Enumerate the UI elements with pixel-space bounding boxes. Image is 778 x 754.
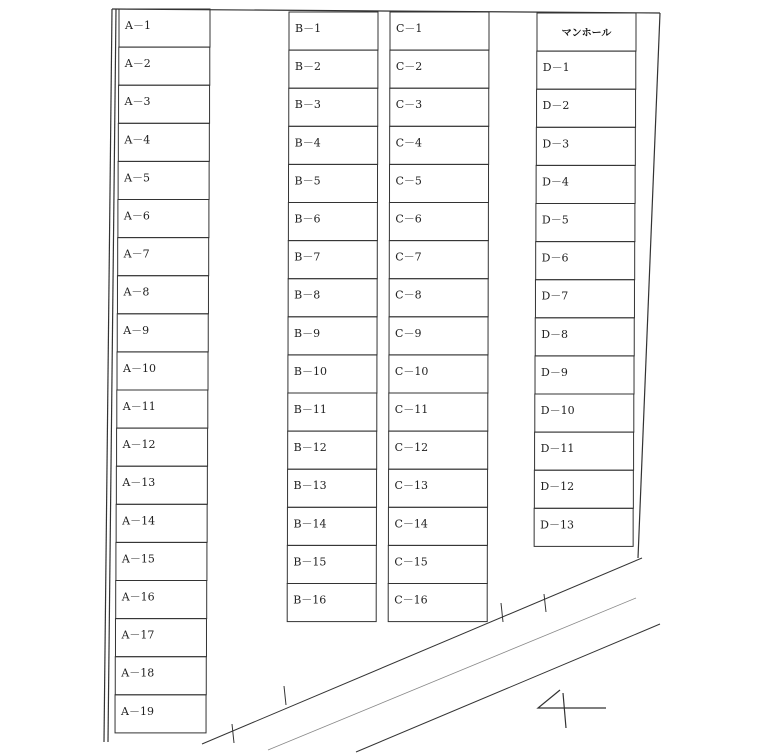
space-label: B－10 bbox=[293, 364, 328, 378]
space-label: A－8 bbox=[123, 285, 150, 299]
column-c bbox=[388, 12, 489, 622]
space-label: D－2 bbox=[542, 99, 570, 113]
space-label: C－5 bbox=[395, 174, 422, 188]
parking-space-d5 bbox=[536, 204, 635, 242]
parking-space-a18 bbox=[115, 657, 206, 695]
space-label: D－5 bbox=[541, 213, 569, 227]
boundary-left-line bbox=[104, 9, 112, 742]
parking-space-a14 bbox=[116, 504, 207, 542]
parking-space-a10 bbox=[117, 352, 208, 390]
manhole-label: マンホール bbox=[561, 28, 612, 39]
space-label: A－11 bbox=[122, 400, 156, 413]
parking-space-c3 bbox=[390, 88, 489, 126]
handwritten-four bbox=[538, 690, 606, 728]
road-tick bbox=[544, 594, 546, 612]
space-label: A－15 bbox=[121, 552, 155, 566]
space-label: C－11 bbox=[394, 403, 429, 416]
parking-space-d12 bbox=[534, 470, 633, 508]
space-label: B－14 bbox=[293, 517, 327, 531]
parking-space-b6 bbox=[288, 203, 377, 241]
parking-space-a1 bbox=[119, 9, 210, 47]
space-label: C－13 bbox=[394, 479, 428, 493]
parking-space-d13 bbox=[534, 508, 633, 546]
parking-space-b9 bbox=[288, 317, 377, 355]
space-label: A－18 bbox=[121, 666, 155, 680]
space-label: A－13 bbox=[122, 476, 156, 490]
space-label: A－4 bbox=[124, 133, 151, 147]
space-label: A－7 bbox=[123, 247, 150, 261]
space-label: D－11 bbox=[540, 442, 575, 456]
space-label: A－1 bbox=[125, 19, 151, 32]
road-edge-lower bbox=[356, 624, 660, 752]
parking-space-a7 bbox=[118, 238, 209, 276]
column-a bbox=[115, 9, 210, 733]
road-tick bbox=[501, 603, 503, 622]
parking-space-c8 bbox=[389, 279, 488, 317]
space-label: C－2 bbox=[395, 60, 423, 74]
parking-space-c11 bbox=[389, 393, 488, 431]
parking-space-a5 bbox=[118, 161, 209, 199]
space-label: B－6 bbox=[294, 212, 321, 226]
space-label: B－2 bbox=[294, 60, 321, 74]
space-label: A－5 bbox=[124, 171, 151, 185]
parking-space-d4 bbox=[536, 165, 635, 203]
space-label: B－16 bbox=[293, 593, 327, 607]
space-label: A－10 bbox=[123, 361, 156, 375]
parking-space-b15 bbox=[287, 545, 376, 583]
space-label: A－3 bbox=[124, 95, 151, 109]
parking-space-b13 bbox=[288, 469, 377, 507]
boundary-top-line bbox=[112, 9, 660, 13]
parking-space-d3 bbox=[536, 127, 635, 165]
parking-space-b7 bbox=[288, 241, 377, 279]
parking-space-b11 bbox=[288, 393, 377, 431]
space-label: D－7 bbox=[541, 289, 569, 303]
property-boundary bbox=[104, 9, 660, 742]
space-label: C－16 bbox=[394, 593, 428, 607]
parking-space-b8 bbox=[288, 279, 377, 317]
parking-space-b10 bbox=[288, 355, 377, 393]
boundary-left-inner-line bbox=[108, 9, 116, 742]
space-label: B－3 bbox=[294, 98, 321, 112]
space-label: D－8 bbox=[541, 327, 569, 341]
parking-space-c7 bbox=[389, 241, 488, 279]
parking-space-b16 bbox=[287, 584, 376, 622]
parking-space-d2 bbox=[537, 89, 636, 127]
parking-space-b4 bbox=[289, 126, 378, 164]
road-tick bbox=[232, 724, 234, 743]
space-label: D－10 bbox=[540, 404, 575, 417]
space-label: A－9 bbox=[123, 323, 150, 337]
space-label: A－12 bbox=[122, 438, 156, 452]
parking-space-d10 bbox=[535, 394, 634, 432]
parking-space-b2 bbox=[289, 50, 378, 88]
space-label: D－3 bbox=[542, 137, 570, 151]
manhole-cell bbox=[537, 13, 636, 51]
space-label: B－12 bbox=[293, 441, 327, 455]
boundary-right-line bbox=[638, 13, 660, 558]
space-label: B－7 bbox=[294, 250, 321, 264]
space-label: B－15 bbox=[293, 555, 327, 569]
parking-space-a6 bbox=[118, 200, 209, 238]
space-label: D－1 bbox=[542, 61, 570, 75]
parking-space-c12 bbox=[389, 431, 488, 469]
parking-space-a12 bbox=[117, 428, 208, 466]
parking-space-c4 bbox=[390, 126, 489, 164]
space-label: C－14 bbox=[394, 517, 428, 531]
space-label: C－12 bbox=[394, 441, 429, 455]
parking-space-a2 bbox=[119, 47, 210, 85]
space-label: C－15 bbox=[394, 555, 428, 569]
space-label: C－10 bbox=[394, 364, 429, 378]
parking-space-a9 bbox=[117, 314, 208, 352]
space-label: B－4 bbox=[294, 136, 321, 150]
parking-space-c6 bbox=[389, 203, 488, 241]
space-label: A－19 bbox=[121, 704, 154, 718]
parking-space-a17 bbox=[115, 619, 206, 657]
parking-space-a15 bbox=[116, 542, 207, 580]
space-label: B－1 bbox=[295, 22, 322, 35]
parking-space-c16 bbox=[388, 584, 487, 622]
parking-space-d1 bbox=[537, 51, 636, 89]
parking-space-b5 bbox=[289, 164, 378, 202]
parking-space-a3 bbox=[119, 85, 210, 123]
space-label: D－13 bbox=[540, 518, 574, 532]
parking-space-c9 bbox=[389, 317, 488, 355]
parking-space-c14 bbox=[388, 507, 487, 545]
space-label: C－3 bbox=[395, 98, 423, 112]
space-label: C－6 bbox=[395, 212, 422, 226]
space-label: A－2 bbox=[124, 57, 151, 71]
parking-space-b1 bbox=[289, 12, 378, 50]
space-label: B－11 bbox=[293, 403, 327, 416]
space-label: C－4 bbox=[395, 136, 423, 150]
parking-space-b14 bbox=[287, 507, 376, 545]
space-label: C－1 bbox=[396, 22, 423, 35]
parking-space-d6 bbox=[536, 242, 635, 280]
column-d bbox=[534, 13, 636, 546]
parking-space-d9 bbox=[535, 356, 634, 394]
space-label: B－8 bbox=[294, 288, 321, 302]
column-b bbox=[287, 12, 378, 622]
parking-space-a19 bbox=[115, 695, 206, 733]
space-label: A－6 bbox=[123, 209, 150, 223]
parking-space-b3 bbox=[289, 88, 378, 126]
parking-space-a4 bbox=[118, 123, 209, 161]
parking-space-c10 bbox=[389, 355, 488, 393]
road-edge-upper bbox=[202, 558, 642, 744]
space-label: B－13 bbox=[293, 479, 327, 493]
parking-space-c2 bbox=[390, 50, 489, 88]
parking-space-b12 bbox=[288, 431, 377, 469]
parking-space-d8 bbox=[535, 318, 634, 356]
space-label: A－16 bbox=[121, 590, 155, 604]
road bbox=[202, 558, 660, 752]
space-label: D－12 bbox=[540, 480, 575, 494]
parking-space-c1 bbox=[390, 12, 489, 50]
space-label: B－9 bbox=[294, 326, 321, 340]
space-label: B－5 bbox=[294, 174, 321, 188]
parking-space-a16 bbox=[116, 581, 207, 619]
parking-space-c13 bbox=[389, 469, 488, 507]
space-label: D－9 bbox=[541, 365, 568, 379]
space-label: C－8 bbox=[395, 288, 422, 302]
space-label: C－7 bbox=[395, 250, 422, 264]
parking-space-c5 bbox=[390, 164, 489, 202]
space-label: D－4 bbox=[542, 175, 569, 189]
space-label: A－17 bbox=[121, 628, 155, 642]
parking-space-a8 bbox=[117, 276, 208, 314]
road-center-line bbox=[268, 598, 636, 750]
road-tick bbox=[284, 686, 286, 705]
parking-space-a11 bbox=[117, 390, 208, 428]
parking-space-d11 bbox=[535, 432, 634, 470]
space-label: C－9 bbox=[395, 326, 422, 340]
parking-space-a13 bbox=[116, 466, 207, 504]
space-label: A－14 bbox=[122, 514, 156, 528]
space-label: D－6 bbox=[541, 251, 569, 265]
parking-space-c15 bbox=[388, 545, 487, 583]
parking-spaces bbox=[115, 9, 636, 733]
parking-space-d7 bbox=[535, 280, 634, 318]
